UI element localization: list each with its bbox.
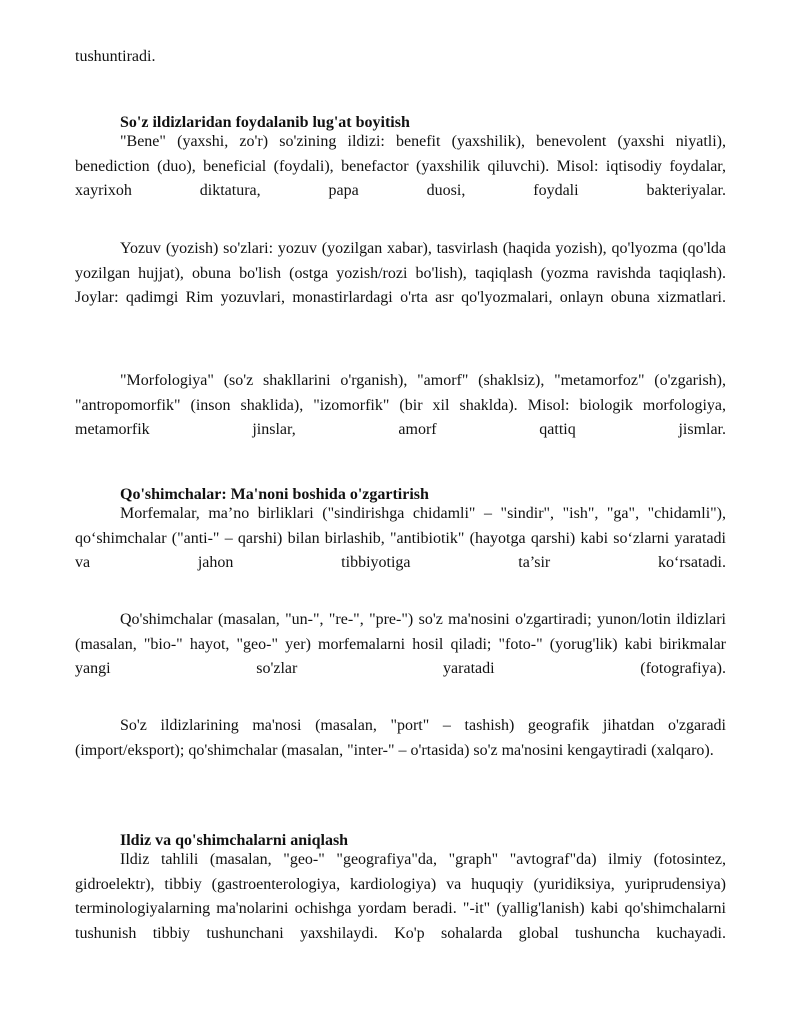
intro-fragment: tushuntiradi. [75,48,156,65]
paragraph-yozuv: Yozuv (yozish) so'zlari: yozuv (yozilgan xabar), tasvirlash (haqida yozish), qo'lyozma (qo'lda yozilgan hujjat), obuna bo'lish (ostga yozish/rozi bo'lish), taqiqlash (yozma ravishda taqiqlash). Joylar: qadimgi Rim yozuvlari, monastirlardagi o'rta asr qo'lyozmalari, onlayn obuna xizmatlari. [75,240,726,306]
section-heading-roots: So'z ildizlaridan foydalanib lug'at boyitish [120,114,410,131]
paragraph-morfemalar: Morfemalar, ma’no birliklari ("sindirishga chidamli" – "sindir", "ish", "ga", "chidamli"), qo‘shimchalar ("anti-" – qarshi) bilan birlashib, "antibiotik" (hayotga qarshi) kabi so‘zlarni yaratadi va jahon tibbiyotiga ta’sir ko‘rsatadi. [75,505,726,571]
section-heading-prefixes: Qo'shimchalar: Ma'noni boshida o'zgartirish [120,486,429,503]
paragraph-ildiz-tahlili: Ildiz tahlili (masalan, "geo-" "geografiya"da, "graph" "avtograf"da) ilmiy (fotosintez, gidroelektr), tibbiy (gastroenterologiya, kardiologiya) va huquqiy (yuridiksiya, yuriprudensiya) terminologiyalarning ma'nolarini ochishga yordam beradi. "-it" (yallig'lanish) kabi qo'shimchalarni tushunish tibbiy tushunchani yaxshilaydi. Ko'p sohalarda global tushuncha kuchayadi. [75,851,726,942]
paragraph-port: So'z ildizlarining ma'nosi (masalan, "port" – tashish) geografik jihatdan o'zgaradi (import/eksport); qo'shimchalar (masalan, "inter-" – o'rtasida) so'z ma'nosini kengaytiradi (xalqaro). [75,717,726,759]
paragraph-bene: "Bene" (yaxshi, zo'r) so'zining ildizi: benefit (yaxshilik), benevolent (yaxshi niyatli), benediction (duo), beneficial (foydali), benefactor (yaxshilik qiluvchi). Misol: iqtisodiy foydalar, xayrixoh diktatura, papa duosi, foydali bakteriyalar. [75,133,726,199]
paragraph-qoshimchalar: Qo'shimchalar (masalan, "un-", "re-", "pre-") so'z ma'nosini o'zgartiradi; yunon/lotin ildizlari (masalan, "bio-" hayot, "geo-" yer) morfemalarni hosil qiladi; "foto-" (yorug'lik) kabi birikmalar yangi so'zlar yaratadi (fotografiya). [75,611,726,677]
section-heading-identify: Ildiz va qo'shimchalarni aniqlash [120,832,349,849]
paragraph-morfologiya: "Morfologiya" (so'z shakllarini o'rganish), "amorf" (shaklsiz), "metamorfoz" (o'zgarish), "antropomorfik" (inson shaklida), "izomorfik" (bir xil shaklda). Misol: biologik morfologiya, metamorfik jinslar, amorf qattiq jismlar. [75,372,726,438]
